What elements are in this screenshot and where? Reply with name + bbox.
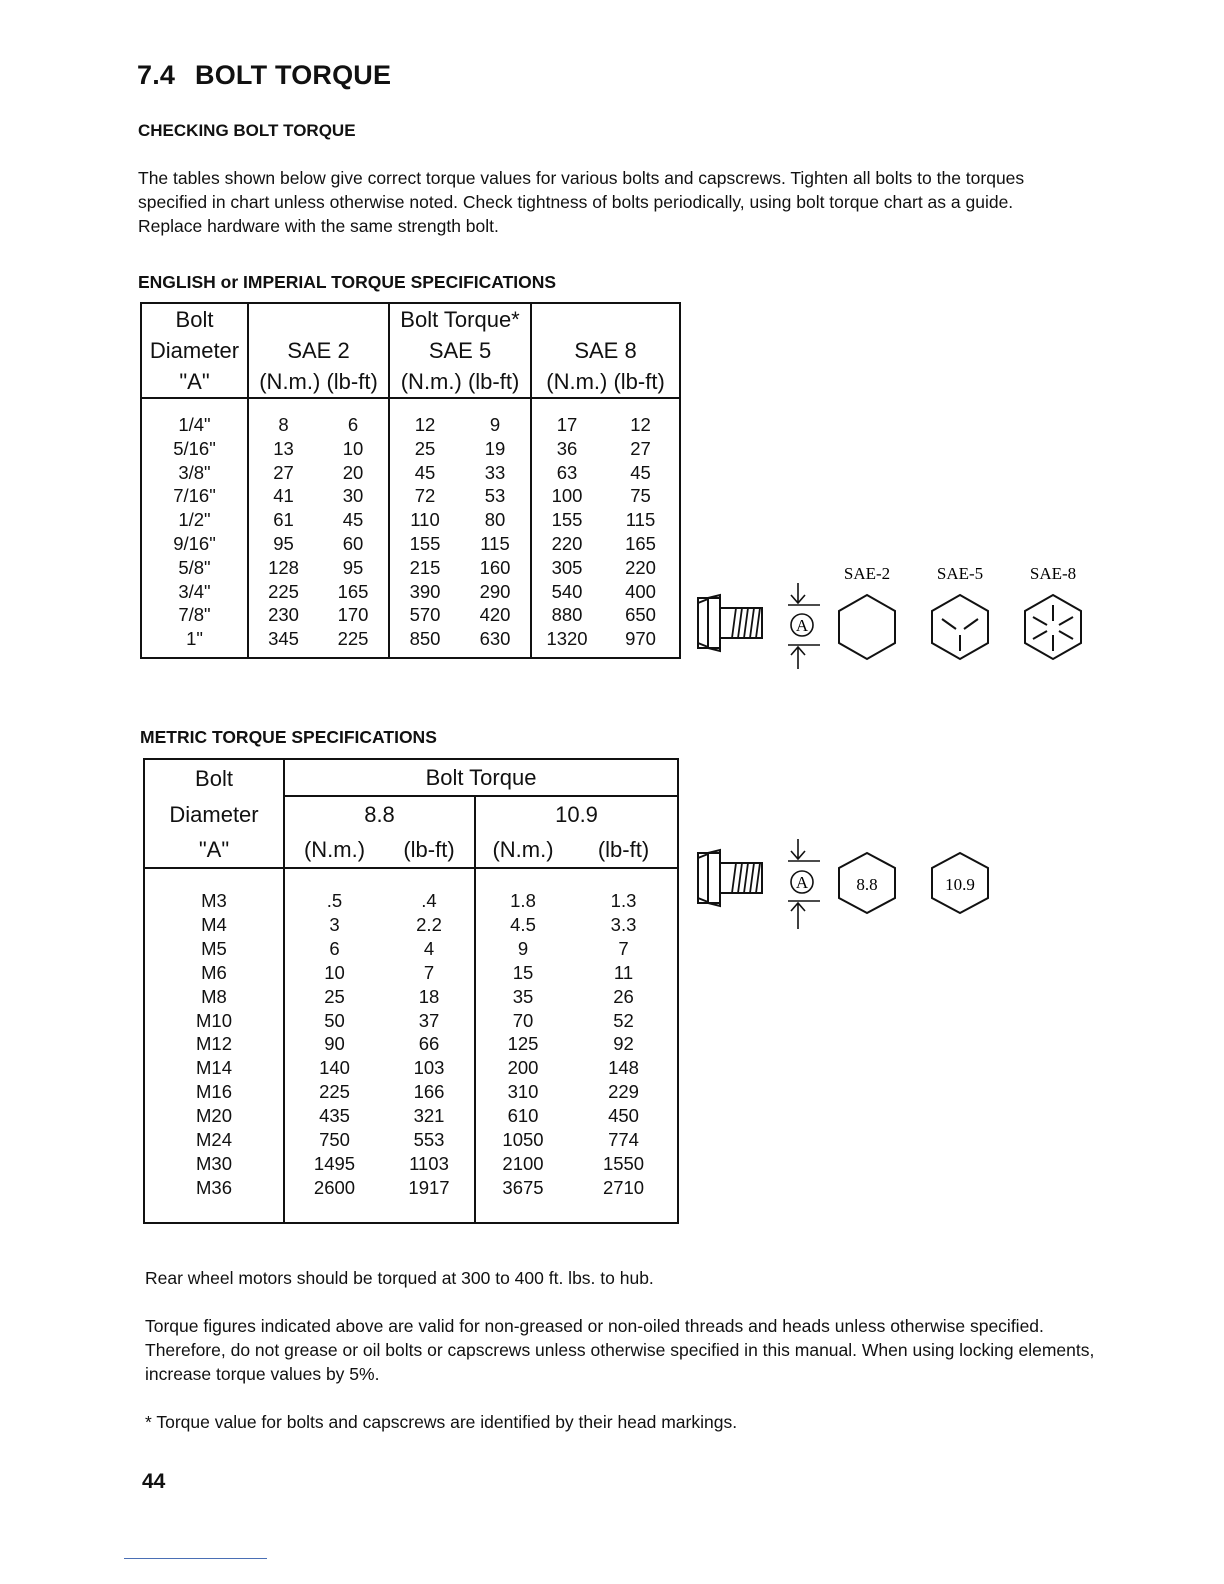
torque-cell: 95 — [342, 556, 364, 578]
torque-cell: 630 — [479, 628, 511, 650]
torque-cell: 19 — [484, 437, 506, 459]
table-row — [144, 1032, 678, 1056]
torque-cell: 166 — [413, 1081, 445, 1103]
table-row — [141, 556, 680, 580]
table-row — [141, 437, 680, 461]
torque-cell: 165 — [625, 532, 656, 554]
torque-cell: 1050 — [475, 1128, 570, 1152]
torque-cell: 1550 — [602, 1152, 645, 1174]
torque-cell: 435 — [284, 1104, 384, 1128]
torque-cell: 148 — [608, 1057, 639, 1079]
table-row — [144, 1104, 678, 1128]
bolt-diameter-cell: 7/8" — [178, 604, 211, 626]
sae5-label: SAE-5 — [936, 564, 984, 583]
metric-header-diameter: Diameter — [169, 801, 259, 827]
metric-header-nm-10-9: (N.m.) — [475, 832, 570, 868]
torque-cell: 1103 — [409, 1152, 449, 1174]
metric-header-10-9: 10.9 — [475, 796, 678, 832]
torque-cell: 115 — [480, 532, 510, 554]
torque-cell: 37 — [418, 1009, 440, 1031]
torque-cell: 1.8 — [475, 889, 570, 913]
torque-cell: 165 — [337, 580, 369, 602]
table-row — [144, 913, 678, 937]
torque-cell: 3.3 — [610, 913, 637, 935]
torque-cell: .5 — [284, 889, 384, 913]
bolt-diameter-cell: 1/2" — [178, 509, 211, 531]
torque-cell: 4 — [423, 937, 435, 959]
torque-cell: 215 — [389, 556, 460, 580]
torque-cell: 7 — [423, 961, 435, 983]
torque-cell: 7 — [618, 937, 629, 959]
subsection-title: CHECKING BOLT TORQUE — [138, 121, 356, 140]
torque-cell: 650 — [625, 604, 656, 626]
table-row — [144, 1152, 678, 1176]
header-sae2: SAE 2 — [248, 335, 389, 366]
section-heading: BOLT TORQUE — [195, 60, 392, 90]
torque-cell: 880 — [531, 603, 602, 627]
header-bolt: Bolt — [175, 307, 214, 332]
torque-cell: 60 — [342, 532, 364, 554]
section-title — [137, 60, 391, 91]
header-units-sae5: (N.m.) (lb-ft) — [389, 366, 531, 398]
bolt-diameter-cell: M12 — [196, 1033, 232, 1055]
english-torque-table — [140, 302, 681, 659]
torque-cell: 80 — [484, 509, 506, 531]
torque-cell: 1.3 — [610, 890, 637, 911]
torque-cell: 27 — [630, 437, 651, 459]
table-row — [144, 937, 678, 961]
torque-cell: 155 — [531, 508, 602, 532]
sae8-label: SAE-8 — [1029, 564, 1077, 583]
notes — [145, 1266, 1105, 1458]
header-bolt-torque: Bolt Torque* — [389, 303, 531, 335]
metric-dim-label-a: A — [795, 873, 809, 892]
table-row — [141, 484, 680, 508]
torque-cell: 774 — [608, 1129, 639, 1151]
torque-cell: 50 — [284, 1009, 384, 1033]
note-head-markings: * Torque value for bolts and capscrews are identified by their head markings. — [145, 1412, 738, 1432]
intro-paragraph: The tables shown below give correct torque values for various bolts and capscrews. Tighten all bolts to the torques specified in chart unless otherwise noted. Check tightness of bolts periodically, using bolt torque chart as a guide. Replace hardware with the same strength bolt. — [138, 168, 1025, 236]
bolt-diameter-cell: 7/16" — [173, 485, 216, 507]
torque-cell: 103 — [413, 1057, 445, 1079]
torque-cell: 6 — [347, 414, 359, 435]
torque-cell: 390 — [389, 580, 460, 604]
torque-cell: 25 — [284, 985, 384, 1009]
bolt-diameter-cell: 5/16" — [173, 437, 216, 459]
sae2-label: SAE-2 — [843, 564, 891, 583]
torque-cell: 26 — [613, 985, 634, 1007]
dim-label-a: A — [795, 616, 809, 635]
torque-cell: 200 — [475, 1056, 570, 1080]
bolt-diameter-cell: 1" — [186, 628, 203, 650]
metric-header-bolt: Bolt — [195, 765, 233, 791]
table-row — [141, 461, 680, 485]
torque-cell: 36 — [531, 437, 602, 461]
torque-cell: 12 — [389, 413, 460, 437]
bolt-diameter-cell: M4 — [201, 913, 227, 935]
page-number: 44 — [142, 1470, 166, 1493]
bolt-diameter-cell: 3/8" — [178, 461, 211, 483]
grade-8-8-label: 8.8 — [856, 875, 878, 894]
metric-header-a: "A" — [198, 837, 230, 862]
torque-cell: 17 — [531, 413, 602, 437]
torque-cell: 115 — [625, 509, 656, 531]
torque-cell: 13 — [248, 437, 318, 461]
torque-cell: 310 — [475, 1080, 570, 1104]
torque-cell: 450 — [608, 1105, 639, 1127]
note-torque-figures: Torque figures indicated above are valid for non-greased or non-oiled threads and heads unless otherwise specified. Therefore, do not grease or oil bolts or capscrews unless otherwise specified in this manual. When using locking elements, increase torque values by 5%. — [145, 1316, 1095, 1384]
torque-cell: 30 — [342, 485, 364, 507]
torque-cell: 128 — [248, 556, 318, 580]
torque-cell: 3 — [284, 913, 384, 937]
metric-torque-table — [143, 758, 679, 1224]
torque-cell: 3675 — [475, 1176, 570, 1200]
bolt-diameter-cell: M5 — [201, 937, 227, 959]
torque-cell: 140 — [284, 1056, 384, 1080]
torque-cell: 2710 — [602, 1176, 645, 1198]
torque-cell: 20 — [342, 461, 364, 483]
torque-cell: 11 — [613, 961, 634, 983]
torque-cell: 90 — [284, 1032, 384, 1056]
torque-cell: .4 — [421, 890, 437, 911]
metric-bolt-diagram — [690, 835, 1000, 935]
bolt-diameter-cell: 1/4" — [178, 414, 211, 435]
bolt-diameter-cell: 5/8" — [178, 556, 211, 578]
header-sae5: SAE 5 — [389, 335, 531, 366]
torque-cell: 41 — [248, 484, 318, 508]
torque-cell: 6 — [284, 937, 384, 961]
section-number: 7.4 — [137, 60, 176, 90]
bolt-diameter-cell: M14 — [196, 1057, 232, 1079]
table-row — [141, 532, 680, 556]
header-diameter: Diameter — [149, 338, 240, 363]
torque-cell: 110 — [389, 508, 460, 532]
torque-cell: 18 — [418, 985, 440, 1007]
torque-cell: 61 — [248, 508, 318, 532]
english-table-title: ENGLISH or IMPERIAL TORQUE SPECIFICATIONS — [138, 272, 557, 292]
torque-cell: 229 — [608, 1081, 639, 1103]
torque-cell: 220 — [625, 556, 656, 578]
torque-cell: 2.2 — [416, 913, 442, 935]
bolt-diameter-cell: 3/4" — [178, 580, 211, 602]
bottom-rule — [124, 1558, 267, 1559]
torque-cell: 52 — [613, 1009, 634, 1031]
bolt-diameter-cell: M10 — [196, 1009, 232, 1031]
bolt-diameter-cell: M3 — [201, 890, 227, 911]
metric-table-title: METRIC TORQUE SPECIFICATIONS — [140, 727, 437, 747]
bolt-diameter-cell: M20 — [196, 1105, 232, 1127]
torque-cell: 170 — [337, 604, 369, 626]
torque-cell: 33 — [484, 461, 506, 483]
table-row — [144, 985, 678, 1009]
table-row — [144, 961, 678, 985]
torque-cell: 45 — [630, 461, 651, 483]
torque-cell: 155 — [389, 532, 460, 556]
note-rear-wheel: Rear wheel motors should be torqued at 300 to 400 ft. lbs. to hub. — [145, 1268, 654, 1288]
torque-cell: 10 — [284, 961, 384, 985]
torque-cell: 305 — [531, 556, 602, 580]
torque-cell: 75 — [630, 485, 651, 507]
torque-cell: 225 — [284, 1080, 384, 1104]
torque-cell: 1495 — [284, 1152, 384, 1176]
torque-cell: 12 — [630, 414, 651, 435]
header-sae8: SAE 8 — [531, 335, 680, 366]
table-row — [144, 1080, 678, 1104]
torque-cell: 25 — [389, 437, 460, 461]
header-a: "A" — [179, 369, 210, 394]
torque-cell: 2100 — [475, 1152, 570, 1176]
torque-cell: 45 — [342, 509, 364, 531]
torque-cell: 225 — [337, 628, 369, 650]
torque-cell: 540 — [531, 580, 602, 604]
torque-cell: 970 — [625, 628, 656, 650]
sae-bolt-diagram — [690, 555, 1100, 675]
table-row — [141, 413, 680, 437]
torque-cell: 66 — [418, 1033, 440, 1055]
torque-cell: 53 — [484, 485, 506, 507]
metric-header-8-8: 8.8 — [284, 796, 475, 832]
torque-cell: 125 — [475, 1032, 570, 1056]
bolt-diameter-cell: M6 — [201, 961, 227, 983]
torque-cell: 15 — [475, 961, 570, 985]
torque-cell: 9 — [475, 937, 570, 961]
torque-cell: 553 — [413, 1129, 445, 1151]
header-units-sae2: (N.m.) (lb-ft) — [248, 366, 389, 398]
torque-cell: 100 — [531, 484, 602, 508]
torque-cell: 1320 — [531, 627, 602, 651]
bolt-diameter-cell: 9/16" — [173, 532, 216, 554]
torque-cell: 10 — [342, 437, 364, 459]
torque-cell: 92 — [613, 1033, 634, 1055]
table-row — [144, 1176, 678, 1200]
torque-cell: 45 — [389, 461, 460, 485]
bolt-diameter-cell: M30 — [196, 1152, 232, 1174]
torque-cell: 850 — [389, 627, 460, 651]
torque-cell: 63 — [531, 461, 602, 485]
table-row — [144, 1128, 678, 1152]
torque-cell: 70 — [475, 1009, 570, 1033]
torque-cell: 35 — [475, 985, 570, 1009]
torque-cell: 160 — [479, 556, 511, 578]
torque-cell: 230 — [248, 603, 318, 627]
torque-cell: 220 — [531, 532, 602, 556]
torque-cell: 4.5 — [475, 913, 570, 937]
torque-cell: 420 — [479, 604, 511, 626]
torque-cell: 1917 — [408, 1176, 450, 1198]
table-row — [141, 580, 680, 604]
metric-header-nm-8-8: (N.m.) — [284, 832, 384, 868]
torque-cell: 400 — [625, 580, 656, 602]
metric-header-lbft-8-8: (lb-ft) — [403, 837, 455, 862]
torque-cell: 72 — [389, 484, 460, 508]
metric-header-lbft-10-9: (lb-ft) — [597, 837, 650, 862]
table-row — [144, 1056, 678, 1080]
table-row — [141, 508, 680, 532]
table-row — [144, 889, 678, 913]
grade-10-9-label: 10.9 — [945, 875, 975, 894]
bolt-diameter-cell: M24 — [196, 1129, 232, 1151]
bolt-diameter-cell: M16 — [196, 1081, 232, 1103]
torque-cell: 345 — [248, 627, 318, 651]
torque-cell: 225 — [248, 580, 318, 604]
bolt-diameter-cell: M8 — [201, 985, 227, 1007]
torque-cell: 610 — [475, 1104, 570, 1128]
torque-cell: 290 — [479, 580, 511, 602]
torque-cell: 8 — [248, 413, 318, 437]
torque-cell: 95 — [248, 532, 318, 556]
torque-cell: 27 — [248, 461, 318, 485]
bolt-diameter-cell: M36 — [196, 1176, 232, 1198]
torque-cell: 321 — [413, 1105, 445, 1127]
header-units-sae8: (N.m.) (lb-ft) — [531, 366, 680, 398]
metric-header-bolt-torque: Bolt Torque — [284, 759, 678, 796]
torque-cell: 2600 — [284, 1176, 384, 1200]
torque-cell: 9 — [489, 414, 501, 435]
table-row — [141, 627, 680, 651]
table-row — [144, 1009, 678, 1033]
torque-cell: 750 — [284, 1128, 384, 1152]
table-row — [141, 603, 680, 627]
torque-cell: 570 — [389, 603, 460, 627]
